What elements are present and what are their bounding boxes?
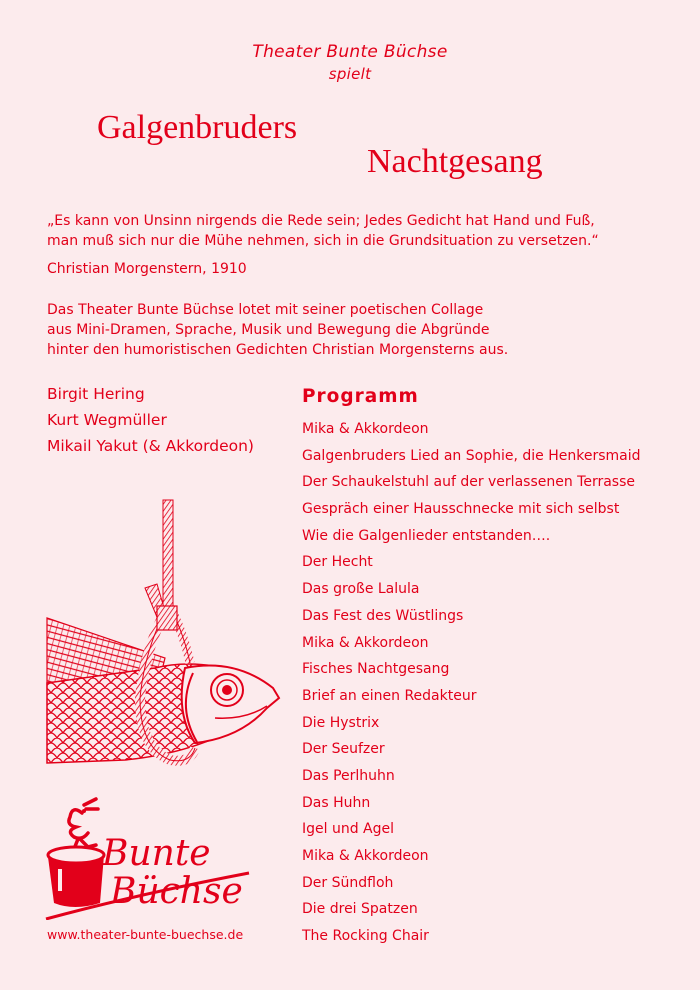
play-title-line2: Nachtgesang — [367, 143, 543, 180]
presents-label: spielt — [328, 65, 372, 83]
program-item: Mika & Akkordeon — [302, 634, 429, 651]
program-item: The Rocking Chair — [302, 928, 429, 945]
bird-icon — [69, 799, 98, 849]
program-item: Wie die Galgenlieder entstanden…. — [302, 527, 551, 544]
quote — [47, 211, 599, 251]
program-item: Der Seufzer — [302, 741, 385, 758]
quote-author: Christian Morgenstern, 1910 — [47, 261, 247, 277]
website-link[interactable]: www.theater-bunte-buechse.de — [47, 927, 244, 942]
program-item: Brief an einen Redakteur — [302, 687, 477, 704]
quote-line: man muß sich nur die Mühe nehmen, sich in die Grundsituation zu versetzen.“ — [47, 233, 599, 249]
program-item: Die drei Spatzen — [302, 901, 418, 918]
program — [302, 384, 640, 950]
header — [0, 40, 700, 84]
cast-member: Birgit Hering — [47, 385, 145, 403]
program-item: Das Perlhuhn — [302, 767, 395, 784]
program-item: Das Huhn — [302, 794, 371, 811]
description-line: aus Mini-Dramen, Sprache, Musik und Bewegung die Abgründe — [47, 322, 490, 338]
cast-member: Mikail Yakut (& Akkordeon) — [47, 437, 254, 455]
program-heading: Programm — [302, 386, 419, 407]
presenter-name: Theater Bunte Büchse — [252, 42, 448, 62]
program-item: Die Hystrix — [302, 714, 380, 731]
description-line: hinter den humoristischen Gedichten Christian Morgensterns aus. — [47, 342, 509, 358]
bunte-buechse-logo — [44, 795, 259, 920]
program-item: Das Fest des Wüstlings — [302, 607, 464, 624]
program-item: Der Schaukelstuhl auf der verlassenen Terrasse — [302, 474, 635, 491]
hanged-fish-illustration — [45, 498, 285, 768]
description-line: Das Theater Bunte Büchse lotet mit seiner poetischen Collage — [47, 302, 484, 318]
program-item: Der Hecht — [302, 554, 373, 571]
cast-member: Kurt Wegmüller — [47, 411, 167, 429]
description — [47, 300, 508, 360]
program-item: Galgenbruders Lied an Sophie, die Henkersmaid — [302, 447, 641, 464]
program-item: Gespräch einer Hausschnecke mit sich selbst — [302, 501, 620, 518]
svg-text:Bunte: Bunte — [102, 833, 211, 874]
program-list — [302, 416, 640, 950]
program-item: Mika & Akkordeon — [302, 421, 429, 437]
svg-text:Büchse: Büchse — [110, 871, 243, 912]
program-item: Igel und Agel — [302, 821, 395, 838]
program-item: Mika & Akkordeon — [302, 848, 429, 864]
play-title-line1: Galgenbruders — [97, 109, 298, 146]
program-item: Fisches Nachtgesang — [302, 661, 450, 678]
quote-line: „Es kann von Unsinn nirgends die Rede sein; Jedes Gedicht hat Hand und Fuß, — [47, 213, 595, 229]
cast-list — [47, 382, 254, 460]
program-item: Der Sündfloh — [302, 874, 394, 891]
program-item: Das große Lalula — [302, 581, 420, 598]
